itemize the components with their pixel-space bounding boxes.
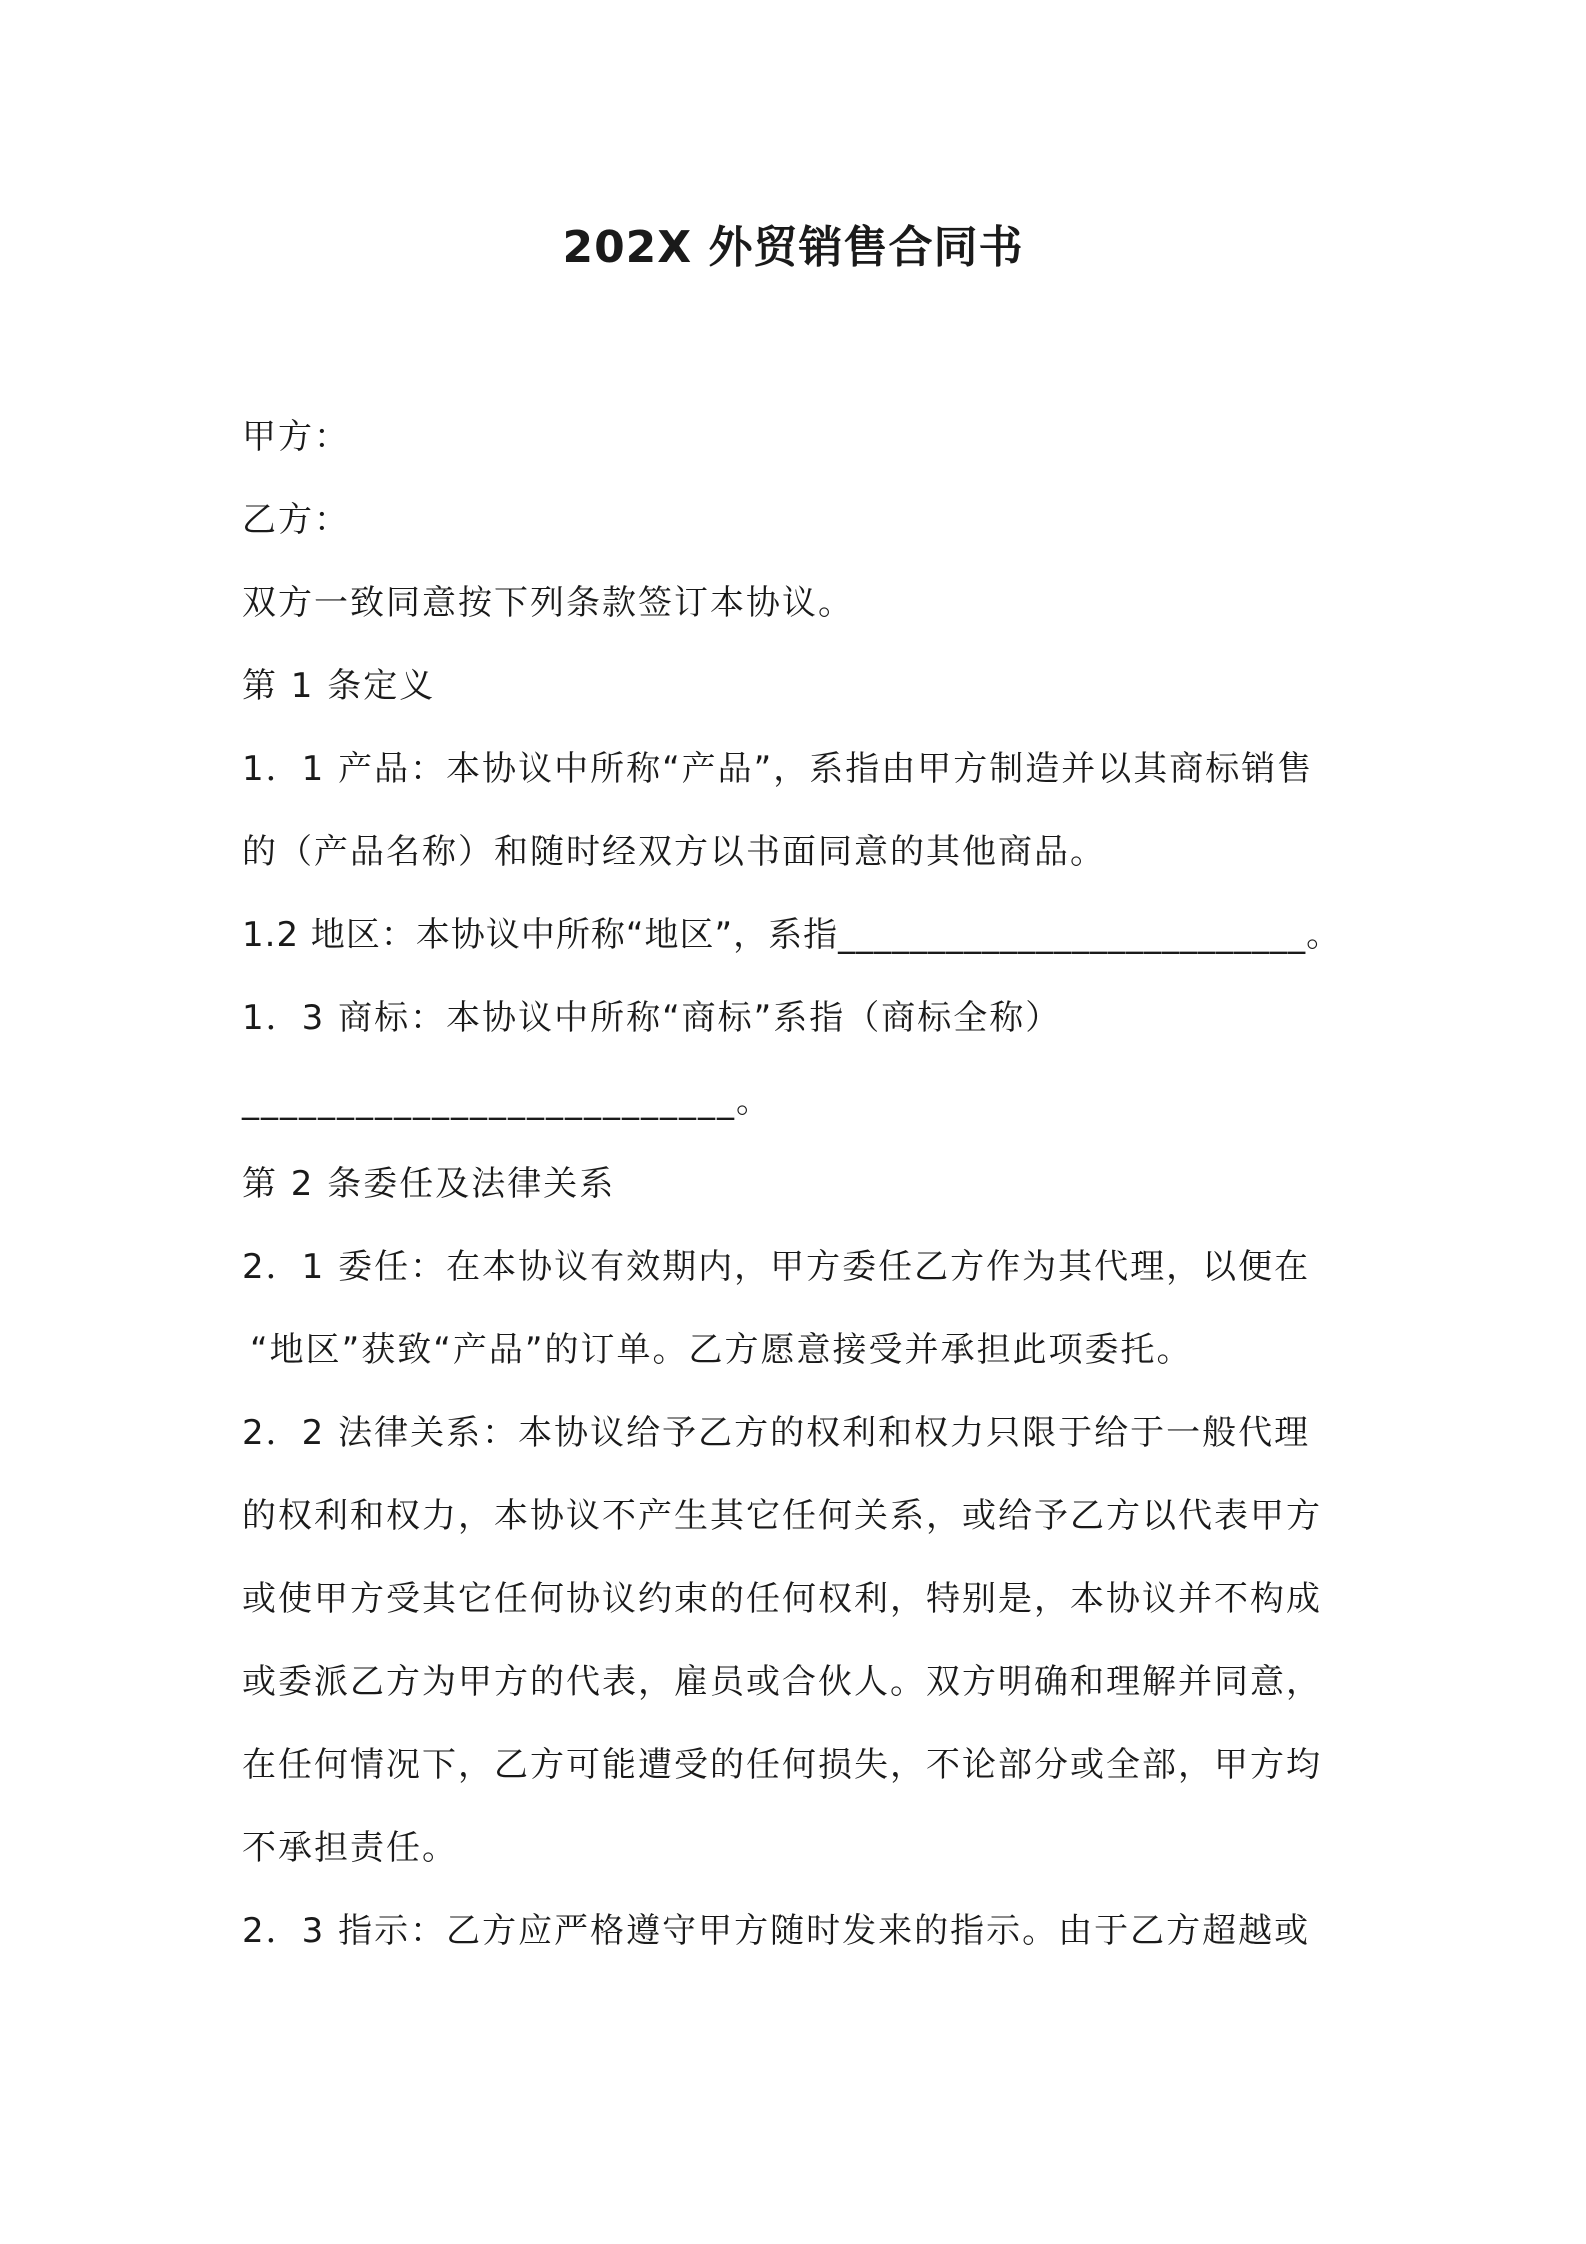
clause-1-1-line-2: 的（产品名称）和随时经双方以书面同意的其他商品。 — [242, 832, 1106, 872]
party-a-line: 甲方： — [242, 417, 350, 457]
clause-2-1-line-1: 2．1 委任：在本协议有效期内，甲方委任乙方作为其代理，以便在 — [242, 1247, 1311, 1287]
clause-1-2-line: 1.2 地区：本协议中所称“地区”，系指__________________________。 — [242, 915, 1342, 955]
party-b-line: 乙方： — [242, 500, 350, 540]
clause-2-1-line-2: “地区”获致“产品”的订单。乙方愿意接受并承担此项委托。 — [250, 1330, 1193, 1370]
clause-2-3-line-1: 2．3 指示：乙方应严格遵守甲方随时发来的指示。由于乙方超越或 — [242, 1911, 1311, 1951]
article-2-heading: 第 2 条委任及法律关系 — [242, 1164, 616, 1204]
clause-2-2-line-4: 或委派乙方为甲方的代表，雇员或合伙人。双方明确和理解并同意， — [242, 1662, 1322, 1702]
agreement-statement: 双方一致同意按下列条款签订本协议。 — [242, 583, 854, 623]
clause-1-3-line-1: 1．3 商标：本协议中所称“商标”系指（商标全称） — [242, 998, 1062, 1038]
article-1-heading: 第 1 条定义 — [242, 666, 436, 706]
document-title: 202X 外贸销售合同书 — [562, 222, 1024, 273]
clause-1-3-line-2: __________________________。 — [242, 1081, 772, 1121]
clause-2-2-line-2: 的权利和权力，本协议不产生其它任何关系，或给予乙方以代表甲方 — [242, 1496, 1322, 1536]
clause-2-2-line-1: 2．2 法律关系：本协议给予乙方的权利和权力只限于给于一般代理 — [242, 1413, 1311, 1453]
clause-2-2-line-3: 或使甲方受其它任何协议约束的任何权利，特别是，本协议并不构成 — [242, 1579, 1322, 1619]
clause-1-1-line-1: 1．1 产品：本协议中所称“产品”，系指由甲方制造并以其商标销售 — [242, 749, 1314, 789]
clause-2-2-line-5: 在任何情况下，乙方可能遭受的任何损失，不论部分或全部，甲方均 — [242, 1745, 1322, 1785]
clause-2-2-line-6: 不承担责任。 — [242, 1828, 458, 1868]
